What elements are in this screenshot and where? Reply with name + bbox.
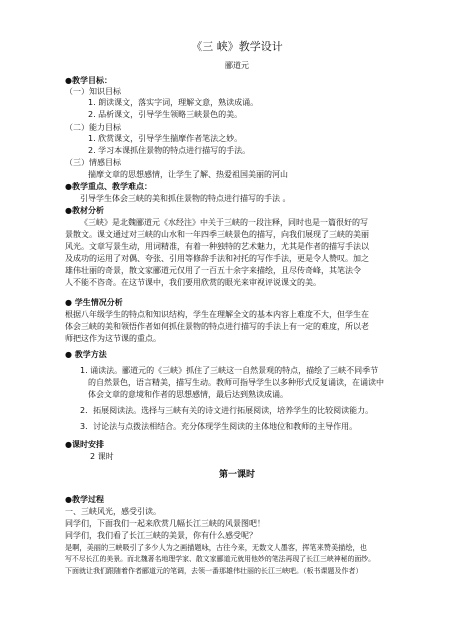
subheading-knowledge: （一）知识目标	[65, 87, 121, 96]
list-item: 1. 朗读课文，落实字词，理解文意，熟读成诵。	[88, 98, 259, 107]
section-heading-students: ● 学生情况分析	[65, 298, 123, 307]
paragraph-line: 写不尽长江的美景。而北魏著名地理学家、散文家郦道元就用他妙的笔法再现了长江三峡神秘的面纱。	[65, 555, 376, 563]
section-heading-schedule: ●课时安排	[65, 440, 104, 449]
paragraph-line: 是啊，美丽的三峡吸引了多少人为之画描题咏，古往今来，无数文人墨客，挥笔来赞美描绘，也	[65, 543, 367, 552]
paragraph-line: 雄伟壮丽的奇景，散文家郦道元仅用了一百五十余字来描绘，且尽传奇峰，其笔法令	[65, 266, 361, 275]
section-heading-methods: ● 教学方法	[65, 350, 107, 359]
document-author: 郦道元	[225, 61, 249, 70]
lesson-title: 第一课时	[218, 470, 255, 480]
subheading-ability: （二）能力目标	[65, 123, 121, 132]
list-item: 2．拓展阅读法。选择与三峡有关的诗文进行拓展阅读，培养学生的比较阅读能力。	[80, 406, 374, 415]
paragraph-line: 根据八年级学生的特点和知识结构，学生在理解全文的基本内容上难度不大，但学生在	[65, 310, 369, 319]
paragraph-line: 风光。文章写景生动，用词精准，有着一种独特的艺术魅力，尤其是作者的描写手法以	[65, 242, 369, 251]
paragraph-line: 人不能不咨奇。在这节课中，我们要用欣赏的眼光来审视评说课文的美。	[65, 278, 321, 287]
section-heading-key-points: ●教学重点、教学难点：	[65, 182, 152, 191]
paragraph-line: 体会三峡的美和领悟作者如何抓住景物的特点进行描写的手法上有一定的难度，所以老	[65, 322, 369, 331]
paragraph-line: 揣摩文章的思想感情，让学生了解、热爱祖国美丽的河山	[88, 170, 288, 179]
document-title: 《三 峡》教学设计	[191, 40, 283, 53]
list-item: 3．讨论法与点拨法相结合。充分体现学生阅读的主体地位和教师的主导作用。	[80, 422, 358, 431]
paragraph-line: 引导学生体会三峡的美和抓住景物的特点进行描写的手法 。	[80, 194, 291, 203]
list-item: 2. 学习本课抓住景物的特点进行描写的手法。	[88, 146, 251, 155]
paragraph-line: 2 课时	[90, 452, 114, 461]
paragraph-line: 《三峡》是北魏郦道元《水经注》中关于三峡的一段注释，同时也是一篇很好的写	[80, 218, 368, 227]
paragraph-line: 师把这作为这节课的重点。	[65, 334, 161, 343]
paragraph-line: 及成功的运用了对偶、夸张、引用等修辞手法和衬托的写作手法，更是令人赞叹。加之	[65, 254, 369, 263]
subheading-emotion: （三）情感目标	[65, 158, 121, 167]
paragraph-line: 一、三峡风光，感受引读。	[65, 507, 161, 516]
paragraph-line: 景散文。课文通过对三峡的山水和一年四季三峡景色的描写，向我们展现了三峡的美丽	[65, 230, 369, 239]
paragraph-line: 的自然景色，语言精美，描写生动。教师可指导学生以多种形式反复诵读，在诵读中	[88, 378, 384, 387]
list-item: 2. 品析课文，引导学生领略三峡景色的美。	[88, 110, 243, 119]
paragraph-line: 同学们，我们看了长江三峡的美景，你有什么感受呢？	[65, 531, 257, 540]
section-heading-material: ●教材分析	[65, 206, 104, 215]
section-heading-process: ●教学过程	[65, 495, 104, 504]
paragraph-line: 体会文章的意境和作者的思想感情，最后达到熟读成诵。	[88, 390, 288, 399]
list-item: 1. 诵读法。郦道元的《三峡》抓住了三峡这一自然景观的特点，描绘了三峡不同季节	[80, 366, 379, 375]
list-item: 1. 欣赏课文，引导学生揣摩作者笔法之妙。	[88, 134, 243, 143]
paragraph-line: 下面就让我们跟随着作者郦道元的笔调，去领一番那雄伟壮丽的长江三峡吧。（板书课题及作者）	[65, 567, 363, 575]
section-heading-objectives: ●教学目标：	[65, 76, 112, 85]
paragraph-line: 同学们，下面我们一起来欣赏几幅长江三峡的风景图吧！	[65, 519, 265, 528]
